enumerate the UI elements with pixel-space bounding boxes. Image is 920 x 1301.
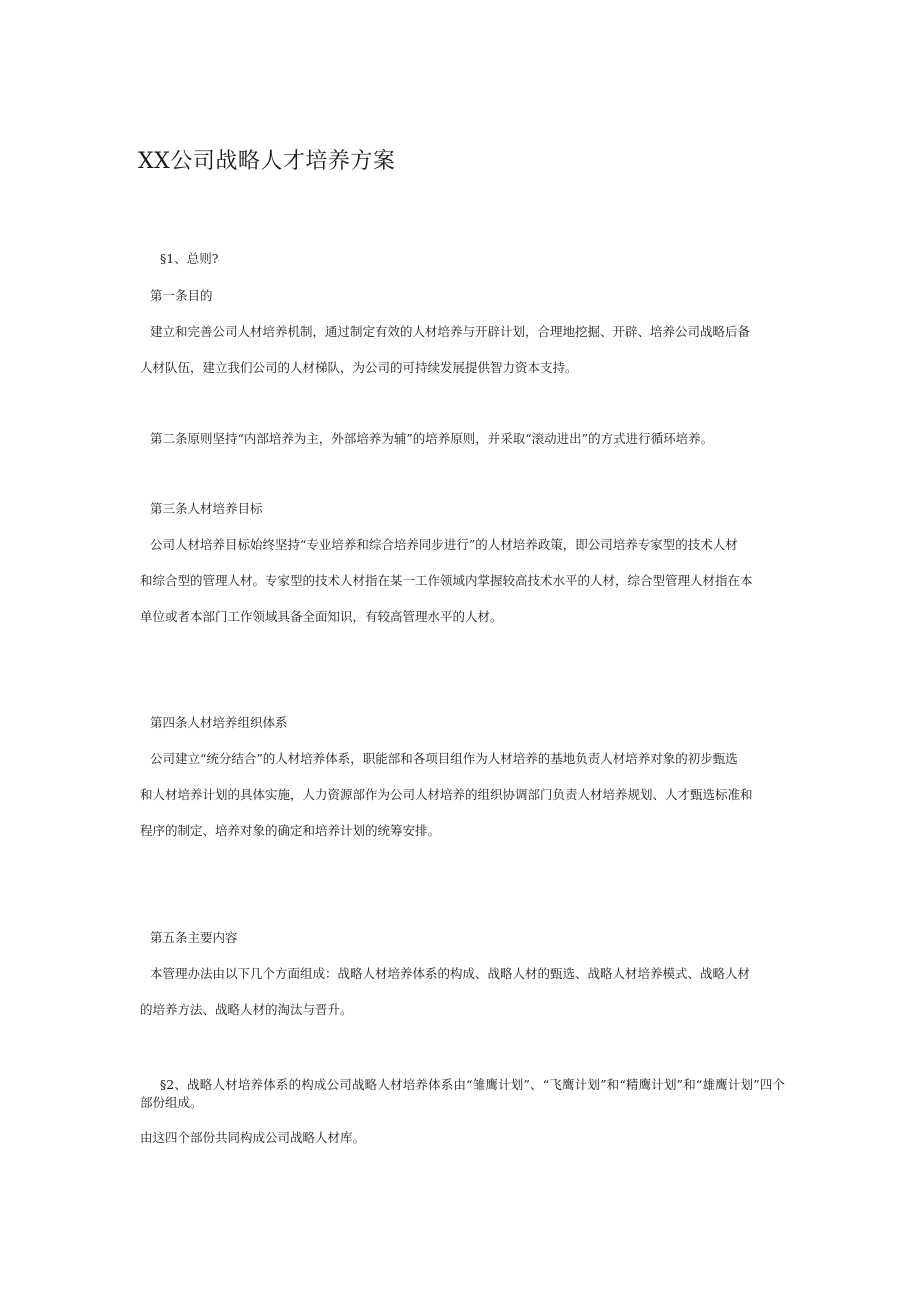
section-2-text: §2、战略人材培养体系的构成公司战略人材培养体系由“雏鹰计划”、“飞鹰计划”和“精鹰计划”和“雄鹰计划”四个部份组成。 <box>140 1077 785 1110</box>
section-2-tail: 由这四个部份共同构成公司战略人材库。 <box>140 1130 366 1145</box>
article-1-heading: 第一条目的 <box>150 288 213 303</box>
article-5-line-2: 的培养方法、战略人材的淘汰与晋升。 <box>140 1002 353 1017</box>
article-5-line-1: 本管理办法由以下几个方面组成：战略人材培养体系的构成、战略人材的甄选、战略人材培养模式、战略人材 <box>150 966 751 981</box>
article-3-heading: 第三条人材培养目标 <box>150 501 263 516</box>
article-2-text: 第二条原则坚持“内部培养为主，外部培养为辅”的培养原则，并采取“滚动进出”的方式进行循环培养。 <box>150 431 714 446</box>
article-3-line-1: 公司人材培养目标始终坚持“专业培养和综合培养同步进行”的人材培养政策，即公司培养专家型的技术人材 <box>150 537 738 552</box>
article-4-line-2: 和人材培养计划的具体实施，人力资源部作为公司人材培养的组织协调部门负责人材培养规划、人才甄选标准和 <box>140 787 753 802</box>
article-3-line-3: 单位或者本部门工作领域具备全面知识，有较高管理水平的人材。 <box>140 609 503 624</box>
article-3-line-2: 和综合型的管理人材。专家型的技术人材指在某一工作领域内掌握较高技术水平的人材，综合型管理人材指在本 <box>140 573 753 588</box>
article-1-line-1: 建立和完善公司人材培养机制，通过制定有效的人材培养与开辟计划，合理地挖掘、开辟、培养公司战略后备 <box>150 324 751 339</box>
article-4-heading: 第四条人材培养组织体系 <box>150 715 288 730</box>
document-title: XX公司战略人才培养方案 <box>138 149 396 174</box>
article-4-line-1: 公司建立“统分结合”的人材培养体系，职能部和各项目组作为人材培养的基地负责人材培养对象的初步甄选 <box>150 751 738 766</box>
article-4-line-3: 程序的制定、培养对象的确定和培养计划的统筹安排。 <box>140 823 441 838</box>
article-5-heading: 第五条主要内容 <box>150 930 238 945</box>
section-1-heading: §1、总则? <box>160 251 219 266</box>
article-1-line-2: 人材队伍，建立我们公司的人材梯队，为公司的可持续发展提供智力资本支持。 <box>140 360 578 375</box>
